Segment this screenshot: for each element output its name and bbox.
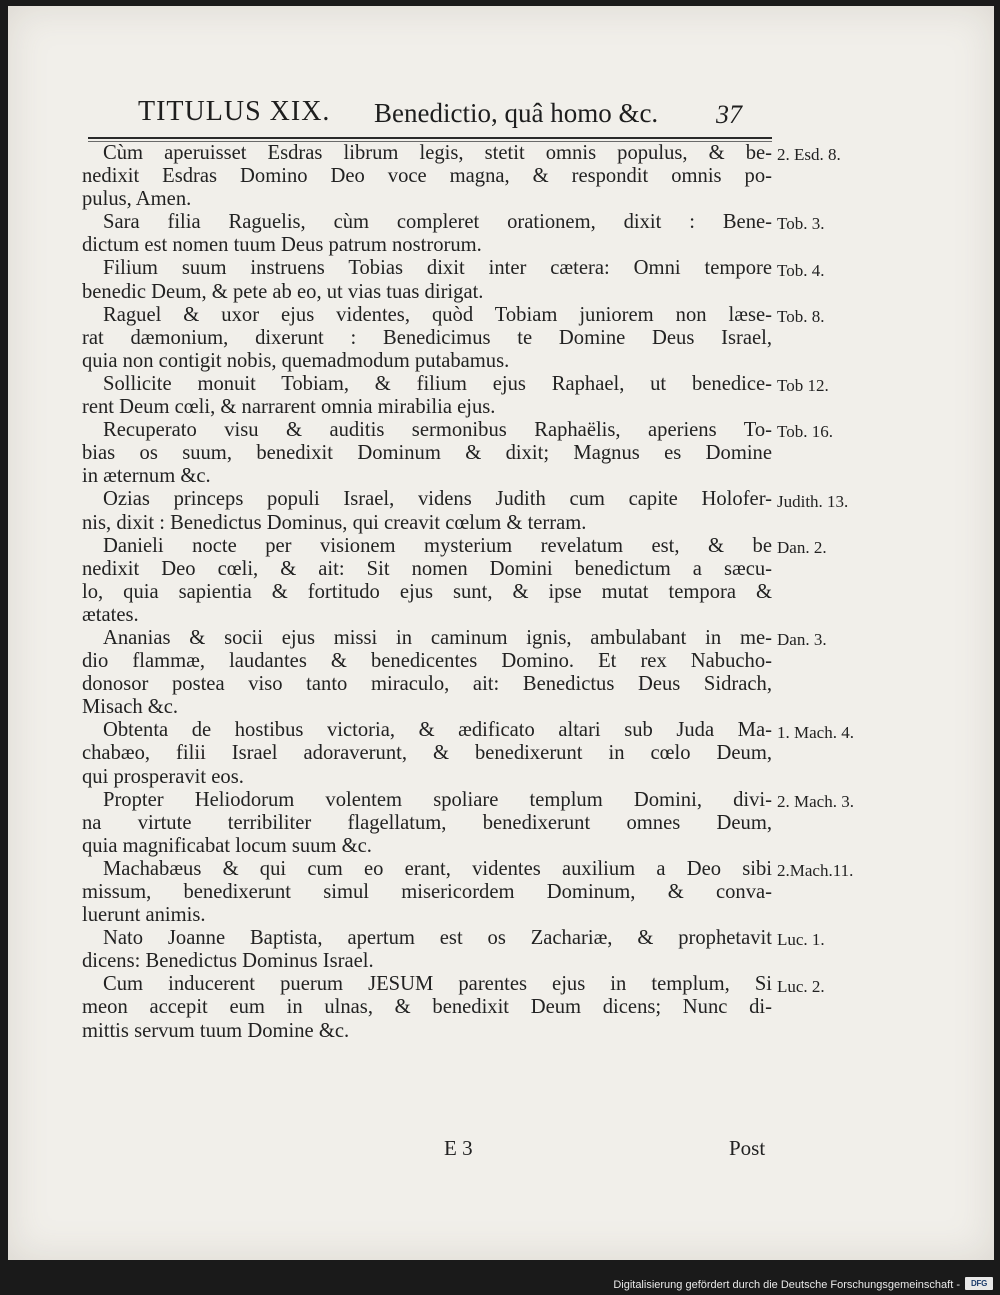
- text-line: nis, dixit : Benedictus Dominus, qui creavit cœlum & terram.: [82, 511, 587, 534]
- margin-reference: Luc. 1.: [777, 930, 825, 950]
- funding-credit: Digitalisierung gefördert durch die Deutsche Forschungsgemeinschaft -: [613, 1279, 960, 1291]
- margin-reference: 1. Mach. 4.: [777, 722, 854, 742]
- text-line: lo, quia sapientia & fortitudo ejus sunt, & ipse mutat tempora &: [82, 580, 772, 603]
- text-line: Misach &c.: [82, 696, 179, 719]
- text-line: qui prosperavit eos.: [82, 765, 244, 788]
- text-line: luerunt animis.: [82, 904, 206, 927]
- dfg-logo-text: DFG: [971, 1279, 987, 1288]
- text-line: missum, benedixerunt simul misericordem Dominum, & conva-: [82, 881, 772, 903]
- margin-reference: Tob. 8.: [777, 306, 825, 326]
- text-line: Recuperato visu & auditis sermonibus Raphaëlis, aperiens To-: [103, 419, 772, 442]
- text-line: na virtute terribiliter flagellatum, benedixerunt omnes Deum,: [82, 811, 772, 834]
- margin-reference: Judith. 13.: [777, 491, 849, 511]
- margin-reference: Tob. 16.: [777, 422, 833, 442]
- text-line: dicens: Benedictus Dominus Israel.: [82, 950, 374, 973]
- text-line: Danieli nocte per visionem mysterium revelatum est, & be: [103, 534, 772, 557]
- text-line: nedixit Deo cœli, & ait: Sit nomen Domini benedictum a sæcu-: [82, 557, 772, 580]
- text-line: chabæo, filii Israel adoraverunt, & benedixerunt in cœlo Deum,: [82, 742, 772, 765]
- text-line: Nato Joanne Baptista, apertum est os Zachariæ, & prophetavit: [103, 927, 772, 950]
- margin-reference: Luc. 2.: [777, 976, 825, 996]
- title-number: TITULUS XIX.: [138, 96, 331, 127]
- text-line: benedic Deum, & pete ab eo, ut vias tuas dirigat.: [82, 280, 484, 303]
- text-line: dictum est nomen tuum Deus patrum nostrorum.: [82, 234, 482, 257]
- text-line: Sara filia Raguelis, cùm compleret orationem, dixit : Bene-: [103, 211, 772, 234]
- text-line: Sollicite monuit Tobiam, & filium ejus Raphael, ut benedice-: [103, 372, 772, 395]
- margin-reference: Dan. 2.: [777, 537, 827, 557]
- body-text: [82, 142, 772, 1043]
- margin-reference: Tob 12.: [777, 376, 829, 395]
- text-line: Ananias & socii ejus missi in caminum ignis, ambulabant in me-: [103, 626, 772, 649]
- margin-reference: 2.Mach.11.: [777, 861, 854, 881]
- text-line: Filium suum instruens Tobias dixit inter cætera: Omni tempore: [103, 257, 772, 280]
- running-header: [138, 96, 778, 136]
- text-line: Cùm aperuisset Esdras librum legis, stetit omnis populus, & be-: [103, 142, 772, 164]
- text-line: nedixit Esdras Domino Deo voce magna, & respondit omnis po-: [82, 165, 772, 188]
- dfg-logo-icon: [965, 1277, 993, 1290]
- text-line: donosor postea viso tanto miraculo, ait: Benedictus Deus Sidrach,: [82, 673, 772, 696]
- header-rule: [88, 137, 772, 139]
- margin-reference: Tob. 4.: [777, 260, 825, 280]
- text-line: meon accepit eum in ulnas, & benedixit Deum dicens; Nunc di-: [82, 996, 772, 1019]
- text-line: dio flammæ, laudantes & benedicentes Domino. Et rex Nabucho-: [82, 650, 772, 673]
- text-line: pulus, Amen.: [82, 188, 192, 211]
- text-line: Cum inducerent puerum JESUM parentes ejus in templum, Si: [103, 973, 772, 996]
- title-text: Benedictio, quâ homo &c.: [374, 98, 659, 128]
- signature-mark: E 3: [444, 1136, 473, 1160]
- text-line: Ozias princeps populi Israel, videns Judith cum capite Holofer-: [103, 488, 772, 511]
- margin-reference: 2. Esd. 8.: [777, 145, 841, 164]
- text-line: in æternum &c.: [82, 465, 211, 488]
- page-number: 37: [716, 100, 742, 129]
- text-line: rat dæmonium, dixerunt : Benedicimus te Domine Deus Israel,: [82, 326, 772, 349]
- text-line: Raguel & uxor ejus videntes, quòd Tobiam juniorem non læse-: [103, 303, 772, 326]
- text-line: quia magnificabat locum suum &c.: [82, 834, 372, 857]
- text-line: Obtenta de hostibus victoria, & ædificato altari sub Juda Ma-: [103, 719, 772, 742]
- text-line: Propter Heliodorum volentem spoliare templum Domini, divi-: [103, 788, 772, 811]
- margin-reference: Dan. 3.: [777, 630, 827, 650]
- text-line: rent Deum cœli, & narrarent omnia mirabilia ejus.: [82, 396, 496, 419]
- text-line: ætates.: [82, 603, 139, 626]
- text-line: mittis servum tuum Domine &c.: [82, 1019, 350, 1042]
- text-line: bias os suum, benedixit Dominum & dixit; Magnus es Domine: [82, 442, 772, 465]
- text-line: Machabæus & qui cum eo erant, videntes auxilium a Deo sibi: [103, 857, 772, 880]
- margin-reference: 2. Mach. 3.: [777, 791, 854, 811]
- text-line: quia non contigit nobis, quemadmodum putabamus.: [82, 349, 510, 372]
- catchword: Post: [729, 1136, 766, 1160]
- margin-reference: Tob. 3.: [777, 214, 825, 234]
